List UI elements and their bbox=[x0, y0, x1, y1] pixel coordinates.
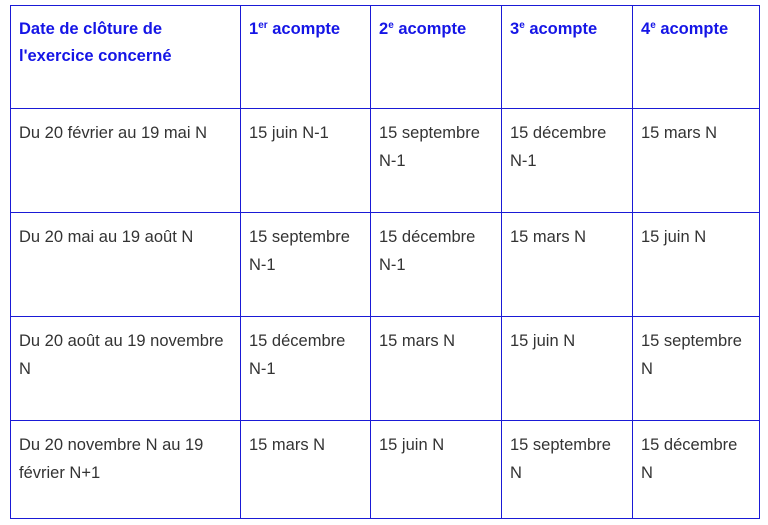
table-cell-closing-date: Du 20 mai au 19 août N bbox=[11, 213, 241, 317]
table-cell-closing-date: Du 20 novembre N au 19 février N+1 bbox=[11, 421, 241, 519]
table-cell-acompte-1: 15 juin N-1 bbox=[241, 109, 371, 213]
acomptes-table bbox=[10, 5, 760, 519]
header-acompte-3 bbox=[502, 6, 633, 109]
table-cell-closing-date: Du 20 février au 19 mai N bbox=[11, 109, 241, 213]
table-cell-acompte-3: 15 décembre N-1 bbox=[502, 109, 633, 213]
table-row bbox=[11, 317, 760, 421]
table-cell-acompte-3: 15 septembre N bbox=[502, 421, 633, 519]
table-cell-acompte-1: 15 décembre N-1 bbox=[241, 317, 371, 421]
header-closing-date bbox=[11, 6, 241, 109]
header-acompte-1-sup: er bbox=[258, 20, 268, 31]
table-cell-acompte-3: 15 mars N bbox=[502, 213, 633, 317]
header-acompte-4-suffix: acompte bbox=[655, 20, 729, 38]
header-acompte-1-suffix: acompte bbox=[267, 20, 341, 38]
header-acompte-1 bbox=[241, 6, 371, 109]
table-cell-acompte-1: 15 septembre N-1 bbox=[241, 213, 371, 317]
header-closing-date-label: Date de clôture de l'exercice concerné bbox=[19, 20, 172, 65]
table-cell-acompte-2: 15 juin N bbox=[371, 421, 502, 519]
header-acompte-3-sup: e bbox=[519, 20, 525, 31]
table-cell-acompte-4: 15 septembre N bbox=[633, 317, 760, 421]
table-cell-closing-date: Du 20 août au 19 novembre N bbox=[11, 317, 241, 421]
table-cell-acompte-4: 15 décembre N bbox=[633, 421, 760, 519]
header-acompte-3-num: 3 bbox=[510, 20, 520, 38]
table-row bbox=[11, 213, 760, 317]
table-cell-acompte-1: 15 mars N bbox=[241, 421, 371, 519]
table-cell-acompte-2: 15 décembre N-1 bbox=[371, 213, 502, 317]
table-cell-acompte-4: 15 juin N bbox=[633, 213, 760, 317]
table-row bbox=[11, 421, 760, 519]
header-acompte-3-suffix: acompte bbox=[524, 20, 598, 38]
table-cell-acompte-4: 15 mars N bbox=[633, 109, 760, 213]
header-acompte-2-num: 2 bbox=[379, 20, 389, 38]
table-cell-acompte-2: 15 septembre N-1 bbox=[371, 109, 502, 213]
header-acompte-2 bbox=[371, 6, 502, 109]
header-acompte-1-num: 1 bbox=[249, 20, 259, 38]
table-cell-acompte-3: 15 juin N bbox=[502, 317, 633, 421]
table-cell-acompte-2: 15 mars N bbox=[371, 317, 502, 421]
header-acompte-4 bbox=[633, 6, 760, 109]
header-acompte-4-num: 4 bbox=[641, 20, 651, 38]
header-acompte-4-sup: e bbox=[650, 20, 656, 31]
header-acompte-2-suffix: acompte bbox=[393, 20, 467, 38]
header-acompte-2-sup: e bbox=[388, 20, 394, 31]
header-row bbox=[11, 6, 760, 109]
table-row bbox=[11, 109, 760, 213]
